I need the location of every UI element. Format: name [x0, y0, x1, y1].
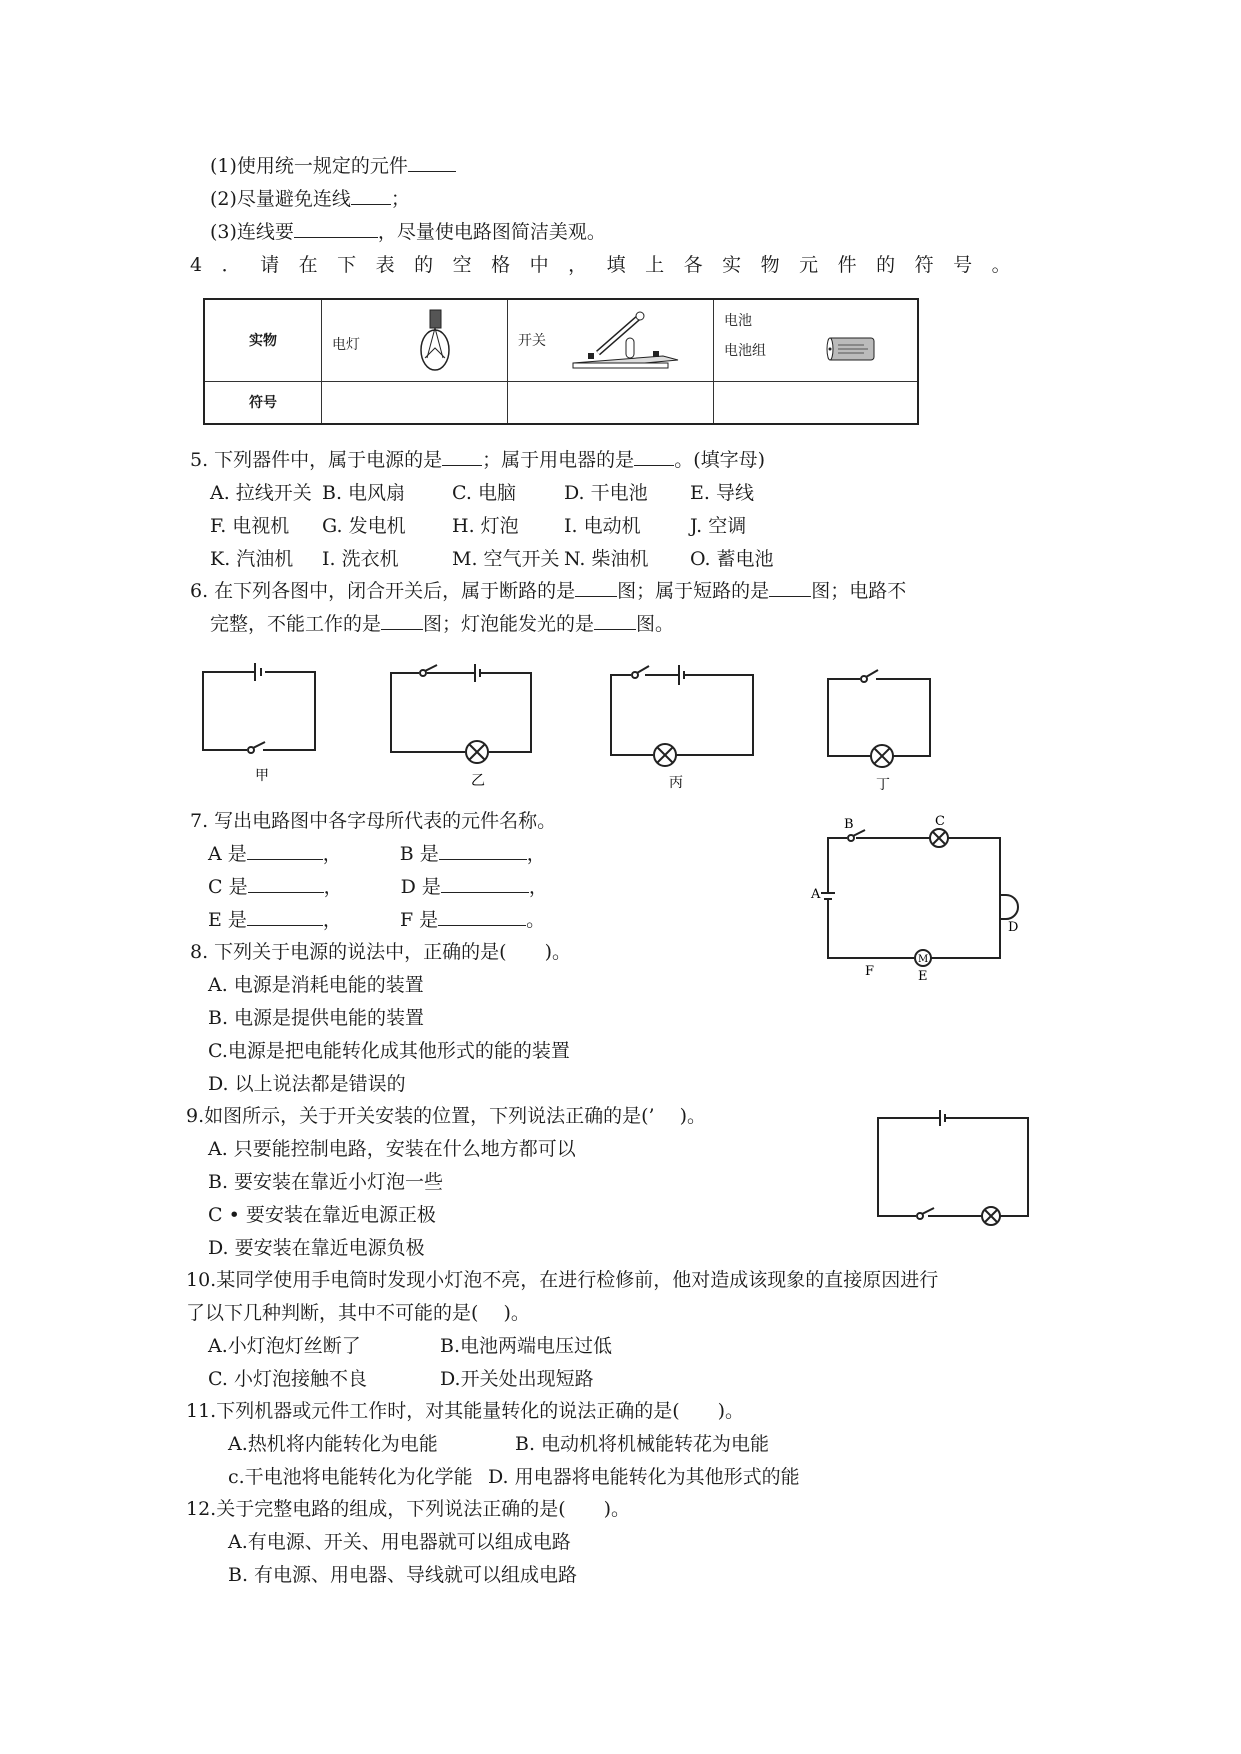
q6-text: 6. 在下列各图中，闭合开关后，属于断路的是 [190, 580, 576, 602]
q7-prompt: 7. 写出电路图中各字母所代表的元件名称。 [190, 810, 557, 832]
diagram-label-a: A [811, 887, 821, 902]
q10-line-1: 10.某同学使用手电筒时发现小灯泡不亮，在进行检修前，他对造成该现象的直接原因进行 [186, 1269, 939, 1291]
symbol-answer-lamp[interactable] [322, 381, 508, 424]
q8-option[interactable]: C.电源是把电能转化成其他形式的能的装置 [208, 1040, 570, 1062]
q9-prompt: 9.如图所示，关于开关安装的位置，下列说法正确的是(’ )。 [186, 1105, 707, 1127]
q9-option[interactable]: D. 要安装在靠近电源负极 [208, 1237, 425, 1259]
q11-prompt: 11.下列机器或元件工作时，对其能量转化的说法正确的是( )。 [186, 1400, 745, 1422]
q5-option: O. 蓄电池 [690, 548, 774, 570]
diagram-label-c: C [935, 814, 945, 829]
q7-answer-row [208, 907, 545, 933]
q3-item-2 [210, 186, 410, 212]
figure-label: 甲 [255, 768, 269, 784]
q10-line-2: 了以下几种判断，其中不可能的是( )。 [186, 1302, 530, 1324]
battery-label: 电池 [724, 313, 752, 329]
answer-blank[interactable] [247, 841, 323, 860]
answer-blank[interactable] [294, 219, 378, 238]
q8-option[interactable]: A. 电源是消耗电能的装置 [208, 974, 424, 996]
cell-battery [714, 299, 919, 381]
q7-label: A 是 [208, 843, 247, 865]
q3-item-3 [210, 219, 606, 245]
figure-label: 丙 [669, 775, 683, 791]
q7-answer-row [208, 874, 548, 900]
answer-blank[interactable] [634, 447, 674, 466]
q8-option[interactable]: B. 电源是提供电能的装置 [208, 1007, 425, 1029]
diagram-label-d: D [1008, 920, 1019, 935]
q7-label: F 是 [399, 909, 439, 931]
figure-label: 乙 [471, 773, 485, 789]
answer-blank[interactable] [439, 841, 527, 860]
q3-item-1 [210, 153, 456, 179]
q10-option[interactable]: A.小灯泡灯丝断了 [208, 1335, 361, 1357]
q5-option: G. 发电机 [322, 515, 406, 537]
figure-label: 丁 [876, 777, 890, 793]
answer-blank[interactable] [248, 874, 324, 893]
q6-text: 图；灯泡能发光的是 [423, 613, 595, 635]
row-header-physical: 实物 [204, 299, 322, 381]
answer-blank[interactable] [441, 874, 529, 893]
q7-label: E 是 [208, 909, 247, 931]
q5-option: B. 电风扇 [322, 482, 406, 504]
q7-punct: ， [526, 843, 546, 865]
circuit-figure-jia [195, 655, 345, 785]
q7-label: B 是 [399, 843, 439, 865]
answer-blank[interactable] [442, 447, 482, 466]
circuit-figure-bing [603, 655, 763, 791]
q7-circuit-diagram [811, 814, 1060, 984]
q3-item-1-text: (1)使用统一规定的元件 [210, 155, 408, 177]
q9-circuit-diagram [870, 1110, 1035, 1230]
q6-text: 图；电路不 [811, 580, 907, 602]
q7-punct: ， [322, 909, 342, 931]
q4-prompt: 4．请在下表的空格中，填上各实物元件的符号。 [190, 254, 1031, 276]
q12-prompt: 12.关于完整电路的组成，下列说法正确的是( )。 [186, 1498, 631, 1520]
motor-symbol-label: M [918, 954, 929, 965]
cell-switch [508, 299, 714, 381]
light-bulb-icon [417, 308, 457, 373]
q7-answer-row [208, 841, 546, 867]
q7-punct: 。 [526, 909, 546, 931]
q5-option: I. 电动机 [564, 515, 641, 537]
battery-pack-label: 电池组 [724, 343, 766, 359]
q5-option: H. 灯泡 [452, 515, 519, 537]
q3-item-2-suffix: ； [390, 188, 410, 210]
q5-option: N. 柴油机 [564, 548, 649, 570]
q5-option: I. 洗衣机 [322, 548, 399, 570]
q5-option: F. 电视机 [210, 515, 290, 537]
q6-line-1 [190, 578, 906, 604]
q10-option[interactable]: B.电池两端电压过低 [440, 1335, 613, 1357]
row-header-symbol: 符号 [204, 381, 322, 424]
symbol-answer-switch[interactable] [508, 381, 714, 424]
q10-option[interactable]: C. 小灯泡接触不良 [208, 1368, 367, 1390]
q8-prompt: 8. 下列关于电源的说法中，正确的是( )。 [190, 941, 571, 963]
diagram-label-f: F [865, 964, 875, 979]
q7-punct: ， [322, 843, 342, 865]
q9-option[interactable]: C • 要安装在靠近电源正极 [208, 1204, 436, 1226]
q8-option[interactable]: D. 以上说法都是错误的 [208, 1073, 406, 1095]
cell-lamp [322, 299, 508, 381]
q5-option: D. 干电池 [564, 482, 648, 504]
q11-option[interactable]: D. 用电器将电能转化为其他形式的能 [488, 1466, 800, 1488]
q11-option[interactable]: B. 电动机将机械能转花为电能 [515, 1433, 770, 1455]
q5-prompt-b: ；属于用电器的是 [482, 449, 635, 471]
answer-blank[interactable] [438, 907, 526, 926]
q7-label: C 是 [208, 876, 248, 898]
q5-option: A. 拉线开关 [210, 482, 312, 504]
q12-option[interactable]: A.有电源、开关、用电器就可以组成电路 [228, 1531, 571, 1553]
answer-blank[interactable] [408, 153, 456, 172]
q3-item-3-text: (3)连线要 [210, 221, 294, 243]
answer-blank[interactable] [769, 578, 811, 597]
answer-blank[interactable] [247, 907, 323, 926]
symbol-answer-battery[interactable] [714, 381, 919, 424]
circuit-figure-yi [383, 655, 533, 789]
q3-item-3-suffix: ，尽量使电路图简洁美观。 [377, 221, 606, 243]
q5-option: E. 导线 [690, 482, 754, 504]
circuit-figure-ding [820, 655, 950, 793]
q9-option[interactable]: A. 只要能控制电路，安装在什么地方都可以 [208, 1138, 576, 1160]
answer-blank[interactable] [575, 578, 617, 597]
q5-option: C. 电脑 [452, 482, 516, 504]
answer-blank[interactable] [381, 611, 423, 630]
q11-option[interactable]: c.干电池将电能转化为化学能 [228, 1466, 473, 1488]
q9-option[interactable]: B. 要安装在靠近小灯泡一些 [208, 1171, 444, 1193]
switch-label: 开关 [518, 333, 546, 349]
q6-text: 完整，不能工作的是 [210, 613, 382, 635]
q6-text: 图。 [636, 613, 675, 635]
knife-switch-icon [568, 308, 688, 373]
q5-option: M. 空气开关 [452, 548, 560, 570]
q11-option[interactable]: A.热机将内能转化为电能 [228, 1433, 438, 1455]
q7-label: D 是 [400, 876, 441, 898]
q5-option: K. 汽油机 [210, 548, 294, 570]
q12-option[interactable]: B. 有电源、用电器、导线就可以组成电路 [228, 1564, 578, 1586]
diagram-label-e: E [918, 969, 928, 984]
q5-prompt-a: 5. 下列器件中，属于电源的是 [190, 449, 443, 471]
diagram-label-b: B [844, 817, 854, 832]
q6-line-2 [210, 611, 674, 637]
q10-option[interactable]: D.开关处出现短路 [440, 1368, 594, 1390]
q4-table [203, 298, 919, 425]
q3-item-2-text: (2)尽量避免连线 [210, 188, 351, 210]
answer-blank[interactable] [351, 186, 391, 205]
q6-text: 图；属于短路的是 [617, 580, 770, 602]
q5-prompt [190, 447, 765, 473]
q7-punct: ， [528, 876, 548, 898]
q5-option: J. 空调 [690, 515, 747, 537]
lamp-label: 电灯 [332, 337, 360, 353]
q7-punct: ， [323, 876, 343, 898]
battery-icon [824, 336, 880, 364]
q5-prompt-c: 。(填字母) [674, 449, 766, 471]
answer-blank[interactable] [594, 611, 636, 630]
